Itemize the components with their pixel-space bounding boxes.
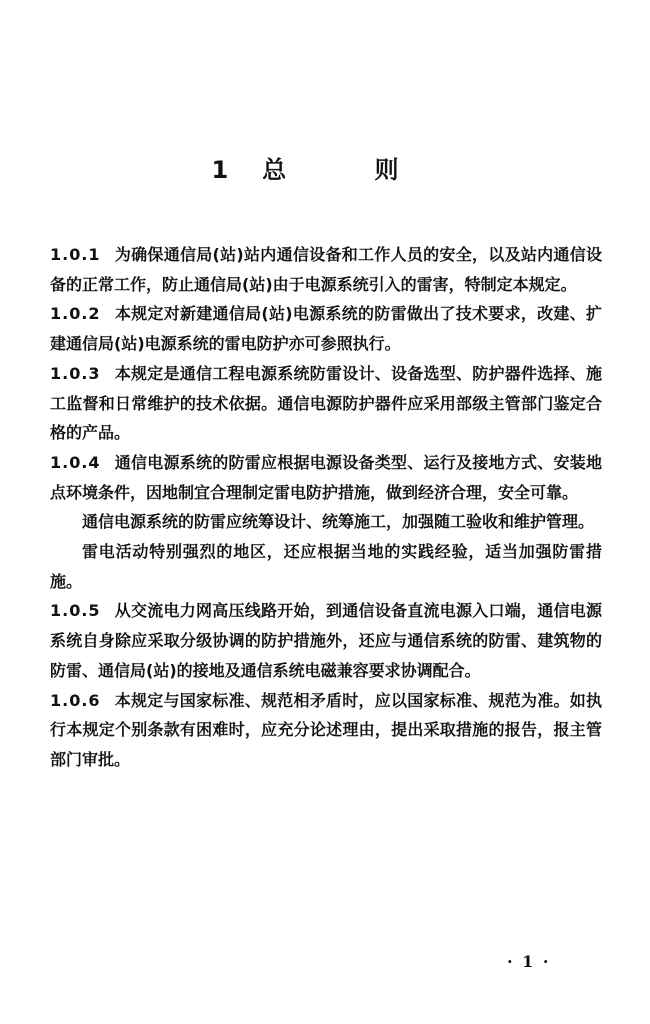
clause-1-0-1 [50, 240, 602, 299]
clause-text: 为确保通信局(站)站内通信设备和工作人员的安全，以及站内通信设备的正常工作，防止通信局(站)由于电源系统引入的雷害，特制定本规定。 [50, 245, 602, 294]
clause-number: 1.0.6 [50, 690, 101, 710]
page-number: · 1 · [507, 952, 551, 971]
clause-1-0-6 [50, 686, 602, 775]
clause-text: 本规定与国家标准、规范相矛盾时，应以国家标准、规范为准。如执行本规定个别条款有困难时，应充分论述理由，提出采取措施的报告，报主管部门审批。 [50, 690, 602, 769]
clause-1-0-4 [50, 448, 602, 507]
clause-1-0-2 [50, 299, 602, 358]
clause-number: 1.0.5 [50, 601, 101, 621]
chapter-body [50, 240, 602, 775]
clause-text: 本规定对新建通信局(站)电源系统的防雷做出了技术要求，改建、扩建通信局(站)电源系统的雷电防护亦可参照执行。 [50, 304, 602, 354]
clause-1-0-4-paragraph-2: 通信电源系统的防雷应统筹设计、统筹施工，加强随工验收和维护管理。 [82, 512, 595, 532]
clause-1-0-3 [50, 359, 602, 448]
clause-number: 1.0.4 [50, 452, 101, 472]
chapter-heading [0, 150, 650, 185]
chapter-title: 总 则 [262, 156, 439, 184]
clause-1-0-4-paragraph-3: 雷电活动特别强烈的地区，还应根据当地的实践经验，适当加强防雷措施。 [50, 542, 602, 591]
clause-text: 本规定是通信工程电源系统防雷设计、设备选型、防护器件选择、施工监督和日常维护的技术依据。通信电源防护器件应采用部级主管部门鉴定合格的产品。 [50, 363, 602, 443]
clause-number: 1.0.1 [50, 245, 101, 264]
clause-1-0-5 [50, 596, 602, 685]
clause-number: 1.0.2 [50, 304, 101, 324]
clause-text: 从交流电力网高压线路开始，到通信设备直流电源入口端，通信电源系统自身除应采取分级协调的防护措施外，还应与通信系统的防雷、建筑物的防雷、通信局(站)的接地及通信系统电磁兼容要求协调配合。 [50, 601, 602, 680]
clause-number: 1.0.3 [50, 363, 101, 383]
chapter-number: 1 [211, 156, 229, 184]
clause-text: 通信电源系统的防雷应根据电源设备类型、运行及接地方式、安装地点环境条件，因地制宜合理制定雷电防护措施，做到经济合理，安全可靠。 [50, 452, 602, 502]
